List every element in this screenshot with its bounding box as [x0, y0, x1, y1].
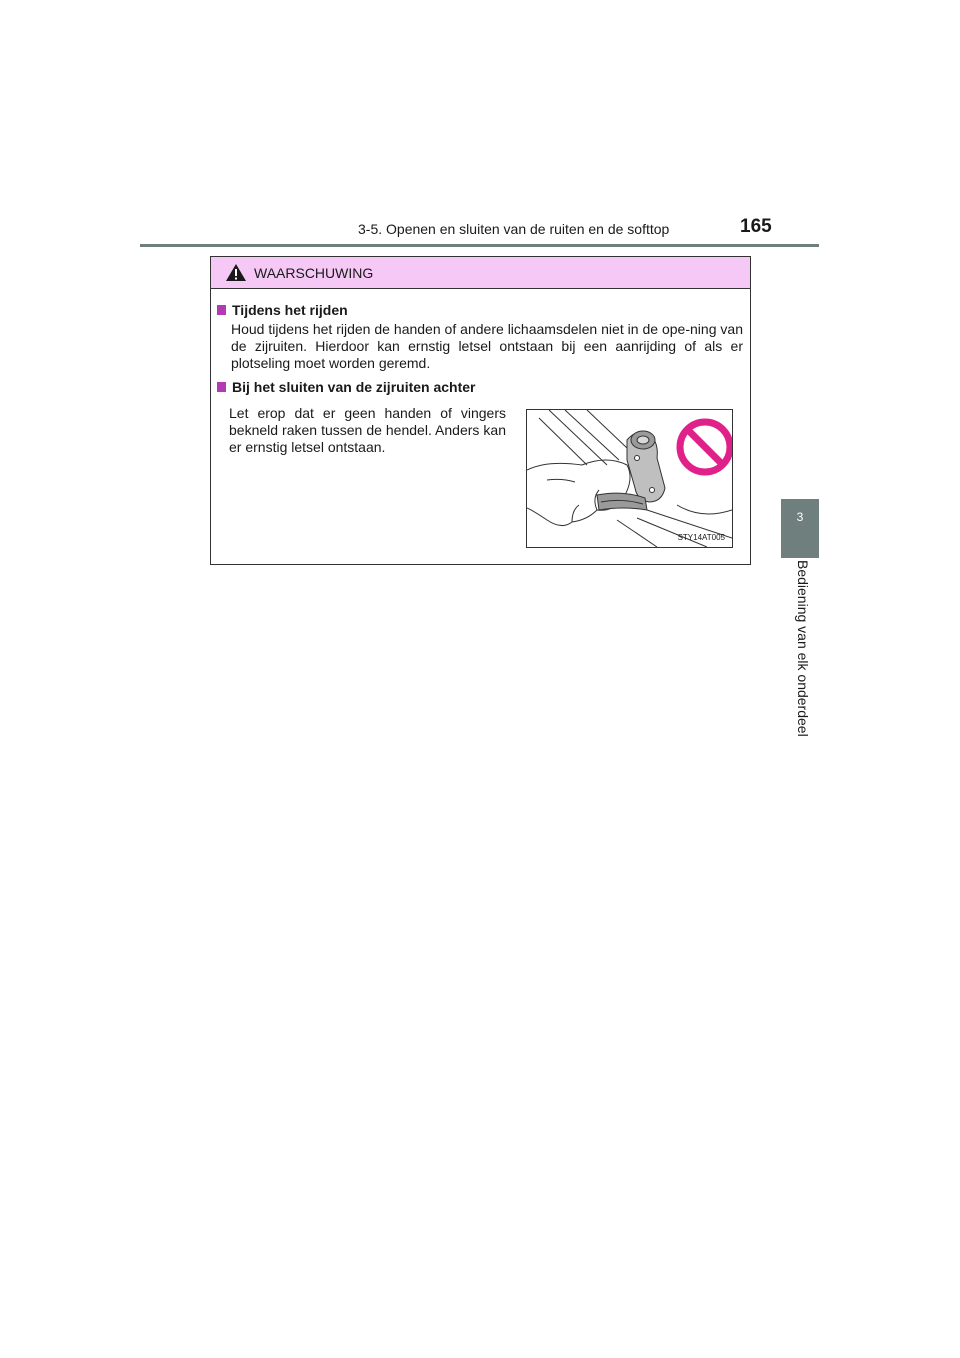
bullet-square-icon [217, 382, 226, 392]
section-heading [217, 302, 743, 318]
chapter-number: 3 [796, 510, 804, 524]
prohibition-icon [680, 422, 730, 472]
warning-box [210, 256, 751, 565]
chapter-title: Bediening van elk onderdeel [795, 560, 811, 737]
warning-title: WAARSCHUWING [254, 265, 374, 281]
hand-on-handle-drawing [527, 410, 732, 547]
header-section-title: 3-5. Openen en sluiten van de ruiten en de softtop [358, 221, 670, 237]
section-heading-text: Tijdens het rijden [232, 302, 348, 318]
figure-code: STY14AT005 [677, 533, 725, 542]
section-heading [217, 379, 743, 395]
page-number: 165 [740, 216, 772, 237]
chapter-tab [781, 499, 819, 558]
section-heading-text: Bij het sluiten van de zijruiten achter [232, 379, 476, 395]
warning-header [211, 257, 750, 289]
warning-section-closing-windows [217, 379, 743, 395]
section-body: Houd tijdens het rijden de handen of andere lichaamsdelen niet in de ope-ning van de zijruiten. Hierdoor kan ernstig letsel ontstaan bij een aanrijding of als er plotseling moet worden geremd. [231, 321, 743, 371]
warning-triangle-icon [225, 263, 247, 287]
window-handle-illustration [526, 409, 733, 548]
bullet-square-icon [217, 305, 226, 315]
section-body: Let erop dat er geen handen of vingers bekneld raken tussen de hendel. Anders kan er ernstig letsel ontstaan. [229, 405, 506, 455]
warning-section-driving [217, 302, 743, 372]
header-divider [140, 244, 819, 247]
